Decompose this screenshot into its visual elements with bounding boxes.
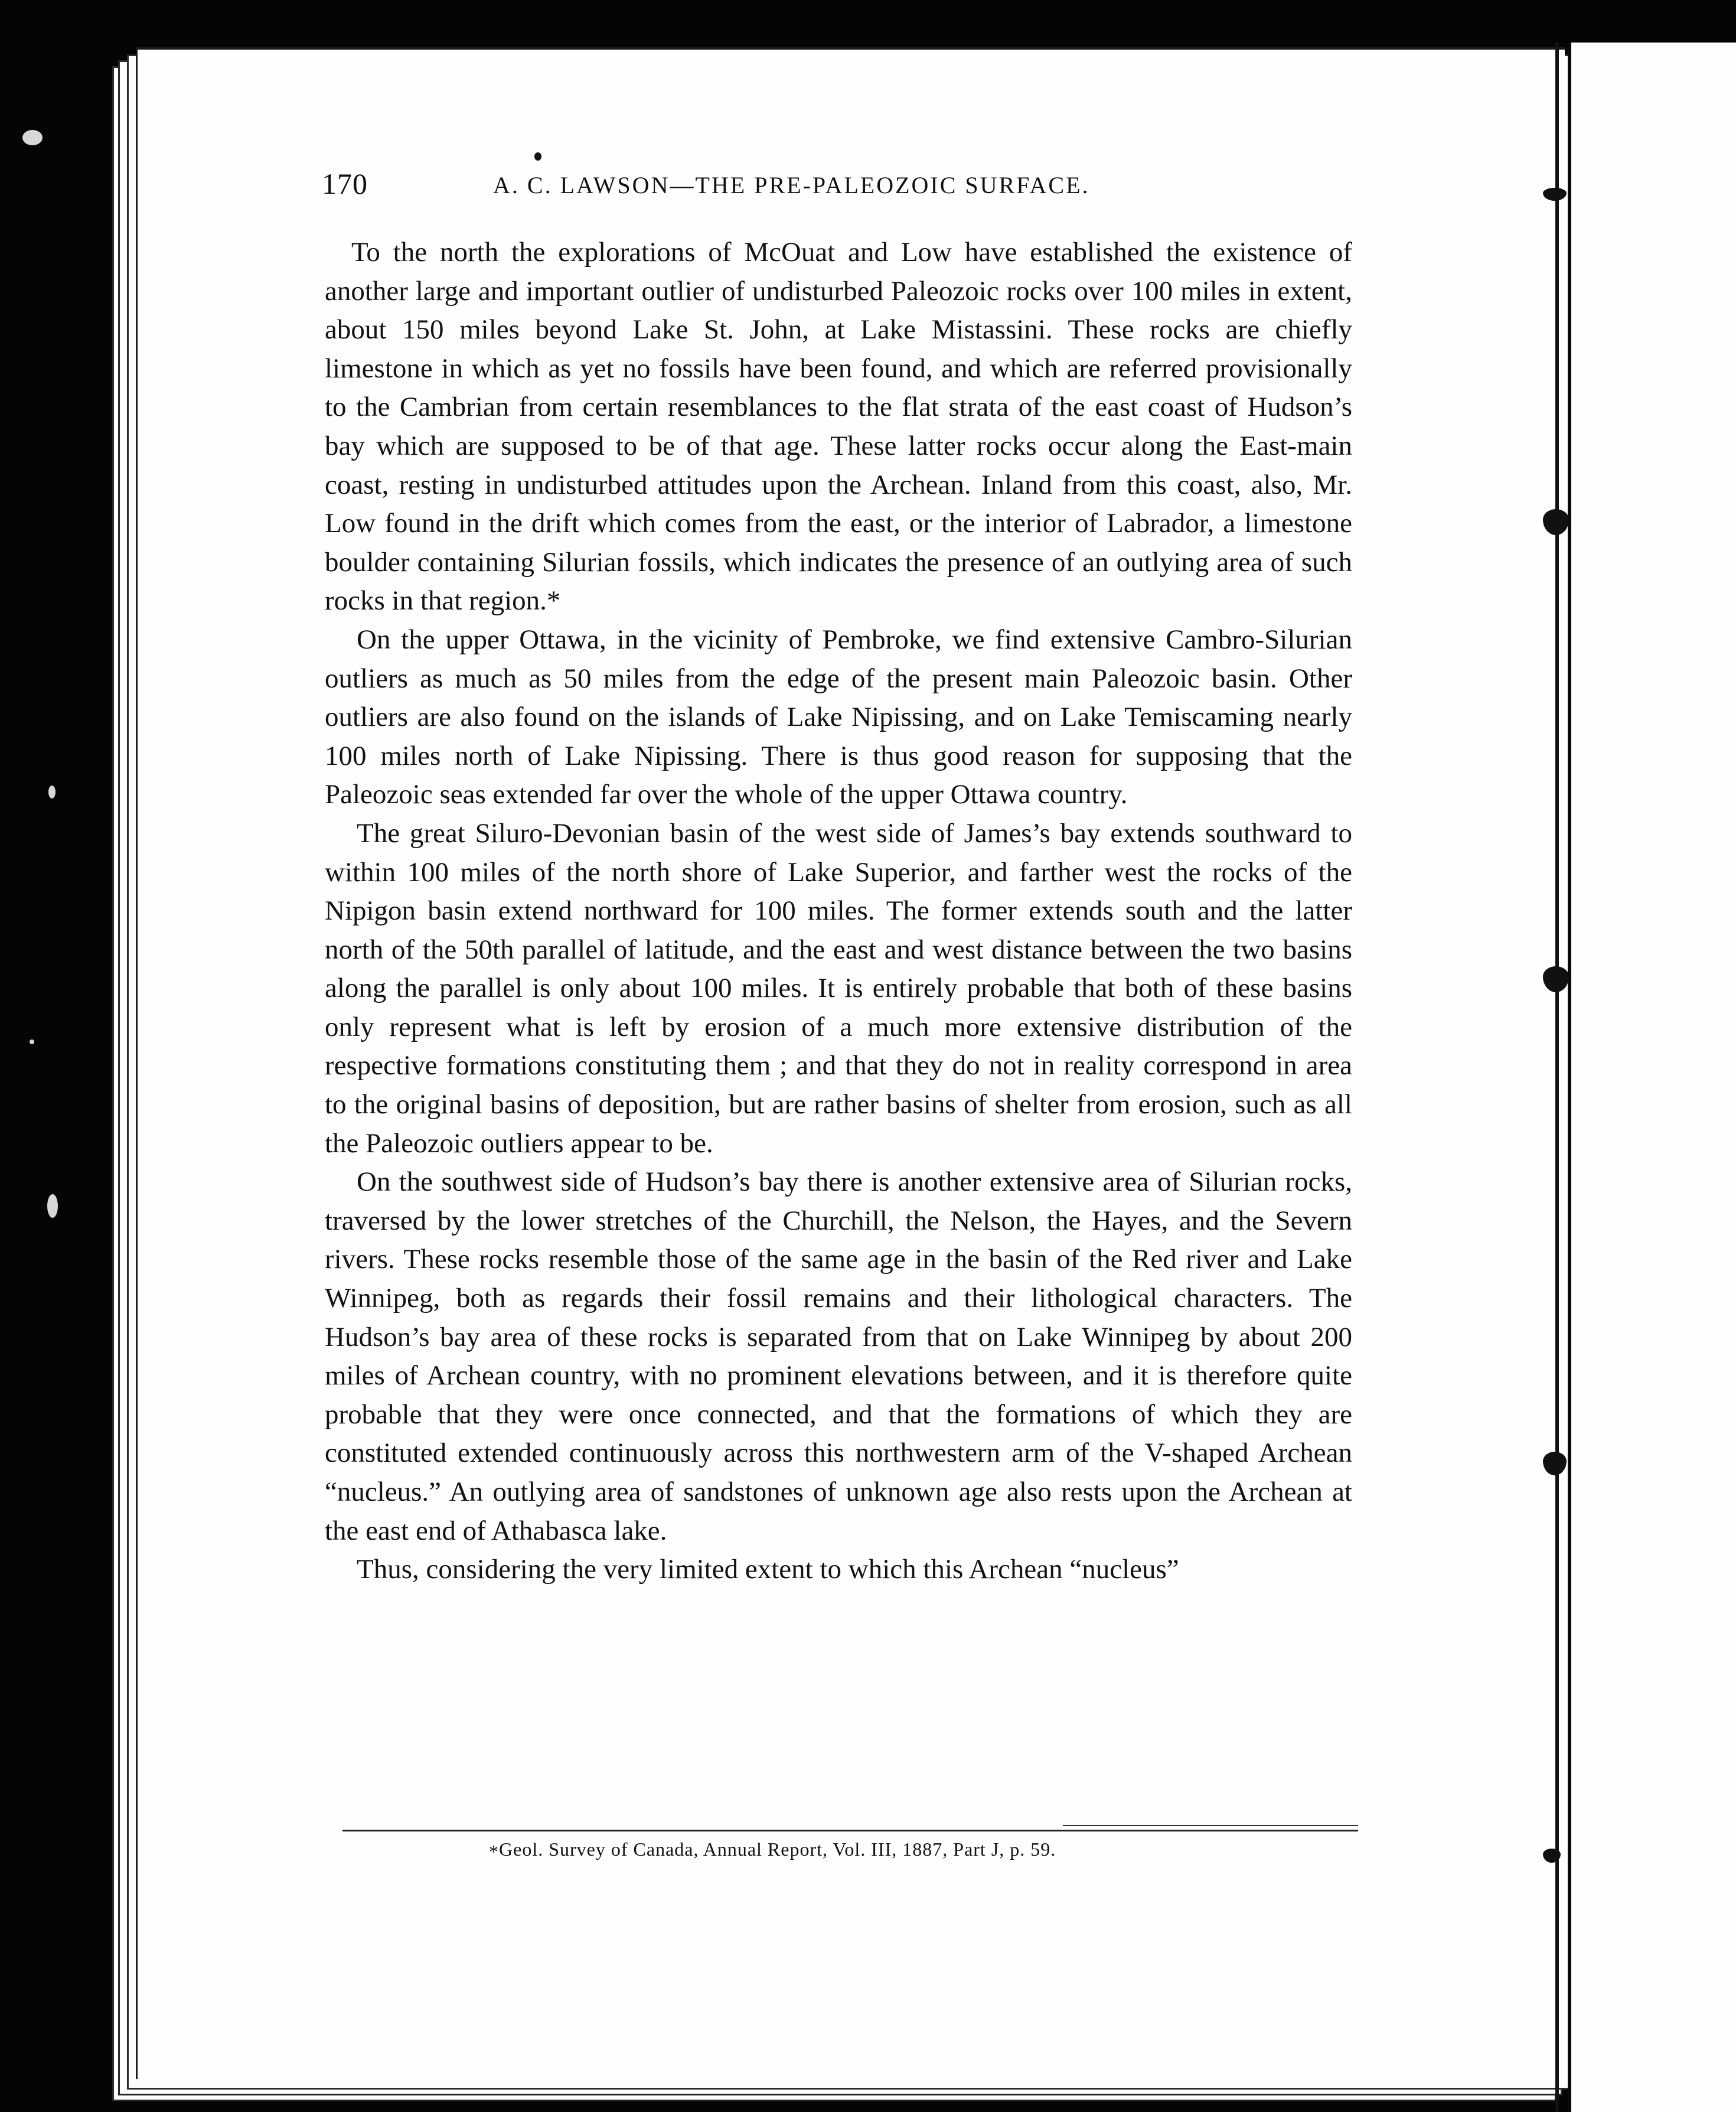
running-head: A. C. LAWSON—THE PRE-PALEOZOIC SURFACE. (493, 172, 1090, 198)
paragraph: On the upper Ottawa, in the vicinity of Pembroke, we find extensive Cambro-Silurian outliers as much as 50 miles from the edge of the present main Paleozoic basin. Other outliers are also found on the islands of Lake Nipissing, and on Lake Temiscaming nearly 100 miles north of Lake Nipissing. There is thus good reason for supposing that the Paleozoic seas extended far over the whole of the upper Ottawa country. (325, 624, 1352, 810)
scan-speck (22, 130, 43, 145)
scan-left-border (0, 0, 127, 2112)
paragraph: The great Siluro-Devonian basin of the west side of James’s bay extends southward to within 100 miles of the north shore of Lake Superior, and farther west the rocks of the Nipigon basin extend northward for 100 miles. The former extends south and the latter north of the 50th parallel of latitude, and the east and west distance between the two basins along the parallel is only about 100 miles. It is entirely probable that both of these basins only represent what is left by erosion of a much more extensive distribution of the respective formations constituting them ; and that they do not in reality correspond in area to the original basins of deposition, but are rather basins of shelter from erosion, such as all the Paleozoic outliers appear to be. (325, 817, 1352, 1159)
scan-speck (30, 1039, 34, 1044)
scan-speck (47, 1194, 58, 1218)
body-text (325, 233, 1352, 1589)
facing-page-edge (1568, 43, 1736, 2112)
footnote-marker: * (489, 1841, 498, 1862)
page-number: 170 (322, 167, 368, 200)
print-dot (534, 152, 541, 161)
footnote-rule (1063, 1825, 1358, 1826)
footnote-rule (342, 1830, 1358, 1831)
scan-top-border (0, 0, 1736, 41)
page-header (322, 167, 1432, 208)
gutter-line (1555, 43, 1559, 2112)
footnote: Geol. Survey of Canada, Annual Report, Vol. III, 1887, Part J, p. 59. (499, 1839, 1056, 1860)
paragraph: To the north the explorations of McOuat and Low have established the existence of another large and important outlier of undisturbed Paleozoic rocks over 100 miles in extent, about 150 miles beyond Lake St. John, at Lake Mistassini. These rocks are chiefly limestone in which as yet no fossils have been found, and which are referred provisionally to the Cambrian from certain resemblances to the flat strata of the east coast of Hudson’s bay which are supposed to be of that age. These latter rocks occur along the East-main coast, resting in undisturbed attitudes upon the Archean. Inland from this coast, also, Mr. Low found in the drift which comes from the east, or the interior of Labrador, a limestone boulder containing Silurian fossils, which indicates the presence of an outlying area of such rocks in that region.* (325, 237, 1352, 617)
scan-speck (48, 786, 56, 798)
paragraph: On the southwest side of Hudson’s bay there is another extensive area of Silurian rocks, traversed by the lower stretches of the Churchill, the Nelson, the Hayes, and the Severn rivers. These rocks resemble those of the same age in the basin of the Red river and Lake Winnipeg, both as regards their fossil remains and their lithological characters. The Hudson’s bay area of these rocks is separated from that on Lake Winnipeg by about 200 miles of Archean country, with no prominent elevations between, and it is therefore quite probable that they were once connected, and that the formations of which they are constituted extended continuously across this northwestern arm of the V-shaped Archean “nucleus.” An outlying area of sandstones of unknown age also rests upon the Archean at the east end of Athabasca lake. (325, 1166, 1352, 1546)
paragraph: Thus, considering the very limited extent to which this Archean “nucleus” (357, 1554, 1179, 1585)
